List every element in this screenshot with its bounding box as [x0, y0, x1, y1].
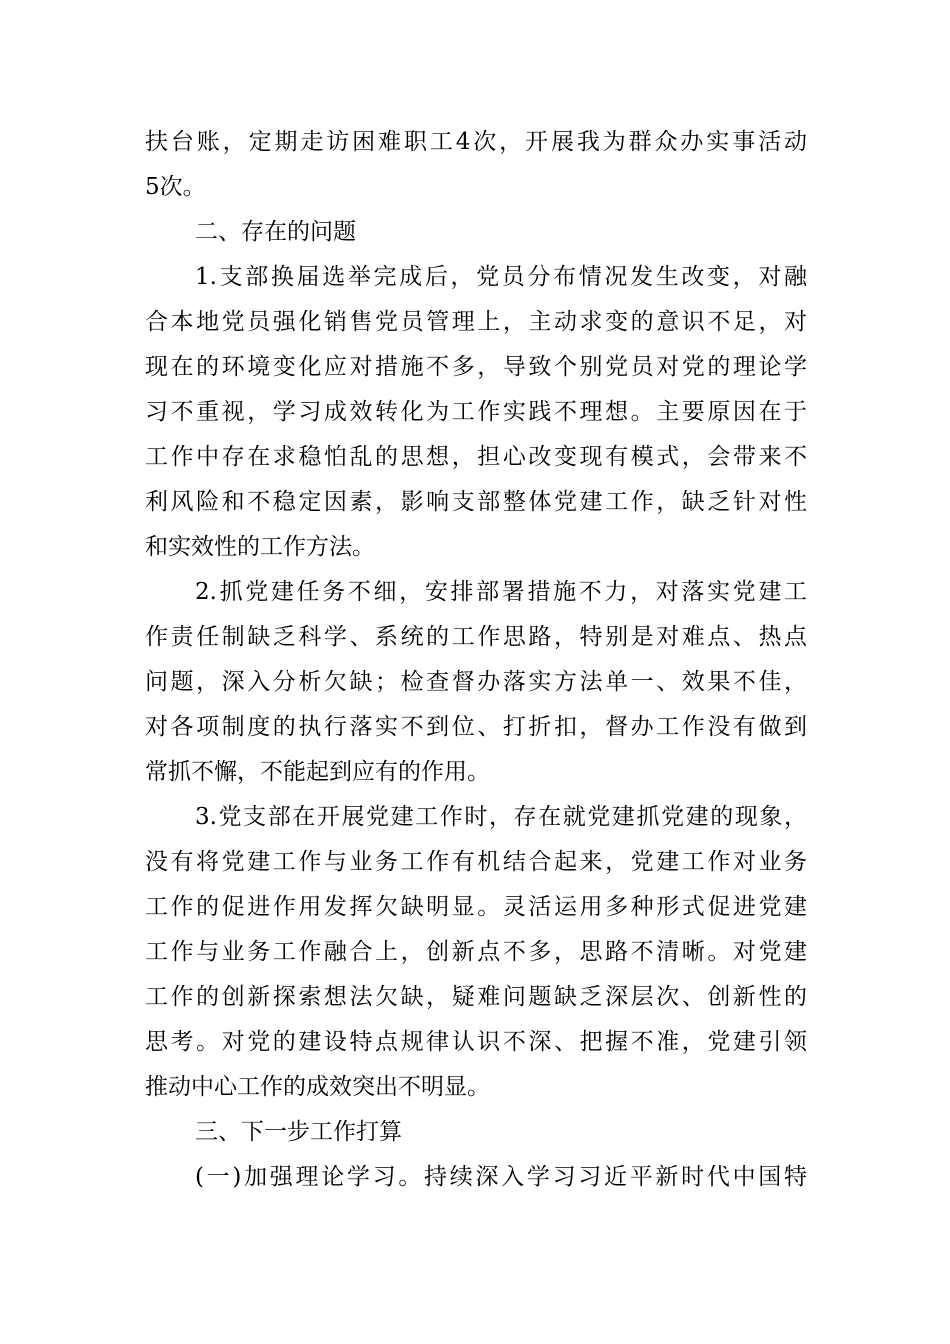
paragraph-line: 利风险和不稳定因素，影响支部整体党建工作，缺乏针对性 [145, 489, 807, 515]
section-heading-next-steps: 三、下一步工作打算 [195, 1119, 402, 1145]
paragraph-line: 和实效性的工作方法。 [145, 534, 375, 560]
paragraph-line: 习不重视，学习成效转化为工作实践不理想。主要原因在于 [145, 399, 807, 425]
intro-line: 扶台账，定期走访困难职工4次，开展我为群众办实事活动 [145, 129, 807, 155]
paragraph-line: 2.抓党建任务不细，安排部署措施不力，对落实党建工 [195, 579, 807, 605]
paragraph-line: 3.党支部在开展党建工作时，存在就党建抓党建的现象， [195, 804, 807, 830]
paragraph-line: 作责任制缺乏科学、系统的工作思路，特别是对难点、热点 [145, 624, 807, 650]
paragraph-line: 工作的促进作用发挥欠缺明显。灵活运用多种形式促进党建 [145, 894, 807, 920]
paragraph-line: 工作与业务工作融合上，创新点不多，思路不清晰。对党建 [145, 939, 807, 965]
paragraph-line: 对各项制度的执行落实不到位、打折扣，督办工作没有做到 [145, 714, 807, 740]
paragraph-line: 推动中心工作的成效突出不明显。 [145, 1074, 490, 1100]
paragraph-line: 思考。对党的建设特点规律认识不深、把握不准，党建引领 [145, 1029, 807, 1055]
paragraph-line: 问题，深入分析欠缺；检查督办落实方法单一、效果不佳， [145, 669, 807, 695]
intro-line: 5次。 [145, 174, 206, 200]
problem-item-2 [145, 570, 807, 795]
paragraph-line: 工作的创新探索想法欠缺，疑难问题缺乏深层次、创新性的 [145, 984, 807, 1010]
problem-item-1 [145, 255, 807, 570]
section-heading-problems: 二、存在的问题 [195, 219, 356, 245]
plan-item-1 [145, 1155, 807, 1200]
paragraph-line: 现在的环境变化应对措施不多，导致个别党员对党的理论学 [145, 354, 807, 380]
document-page [145, 120, 807, 1200]
paragraph-line: (一)加强理论学习。持续深入学习习近平新时代中国特 [195, 1164, 807, 1190]
paragraph-line: 1.支部换届选举完成后，党员分布情况发生改变，对融 [195, 264, 807, 290]
paragraph-line: 常抓不懈，不能起到应有的作用。 [145, 759, 490, 785]
paragraph-line: 合本地党员强化销售党员管理上，主动求变的意识不足，对 [145, 309, 807, 335]
problem-item-3 [145, 795, 807, 1110]
paragraph-line: 工作中存在求稳怕乱的思想，担心改变现有模式，会带来不 [145, 444, 807, 470]
paragraph-line: 没有将党建工作与业务工作有机结合起来，党建工作对业务 [145, 849, 807, 875]
